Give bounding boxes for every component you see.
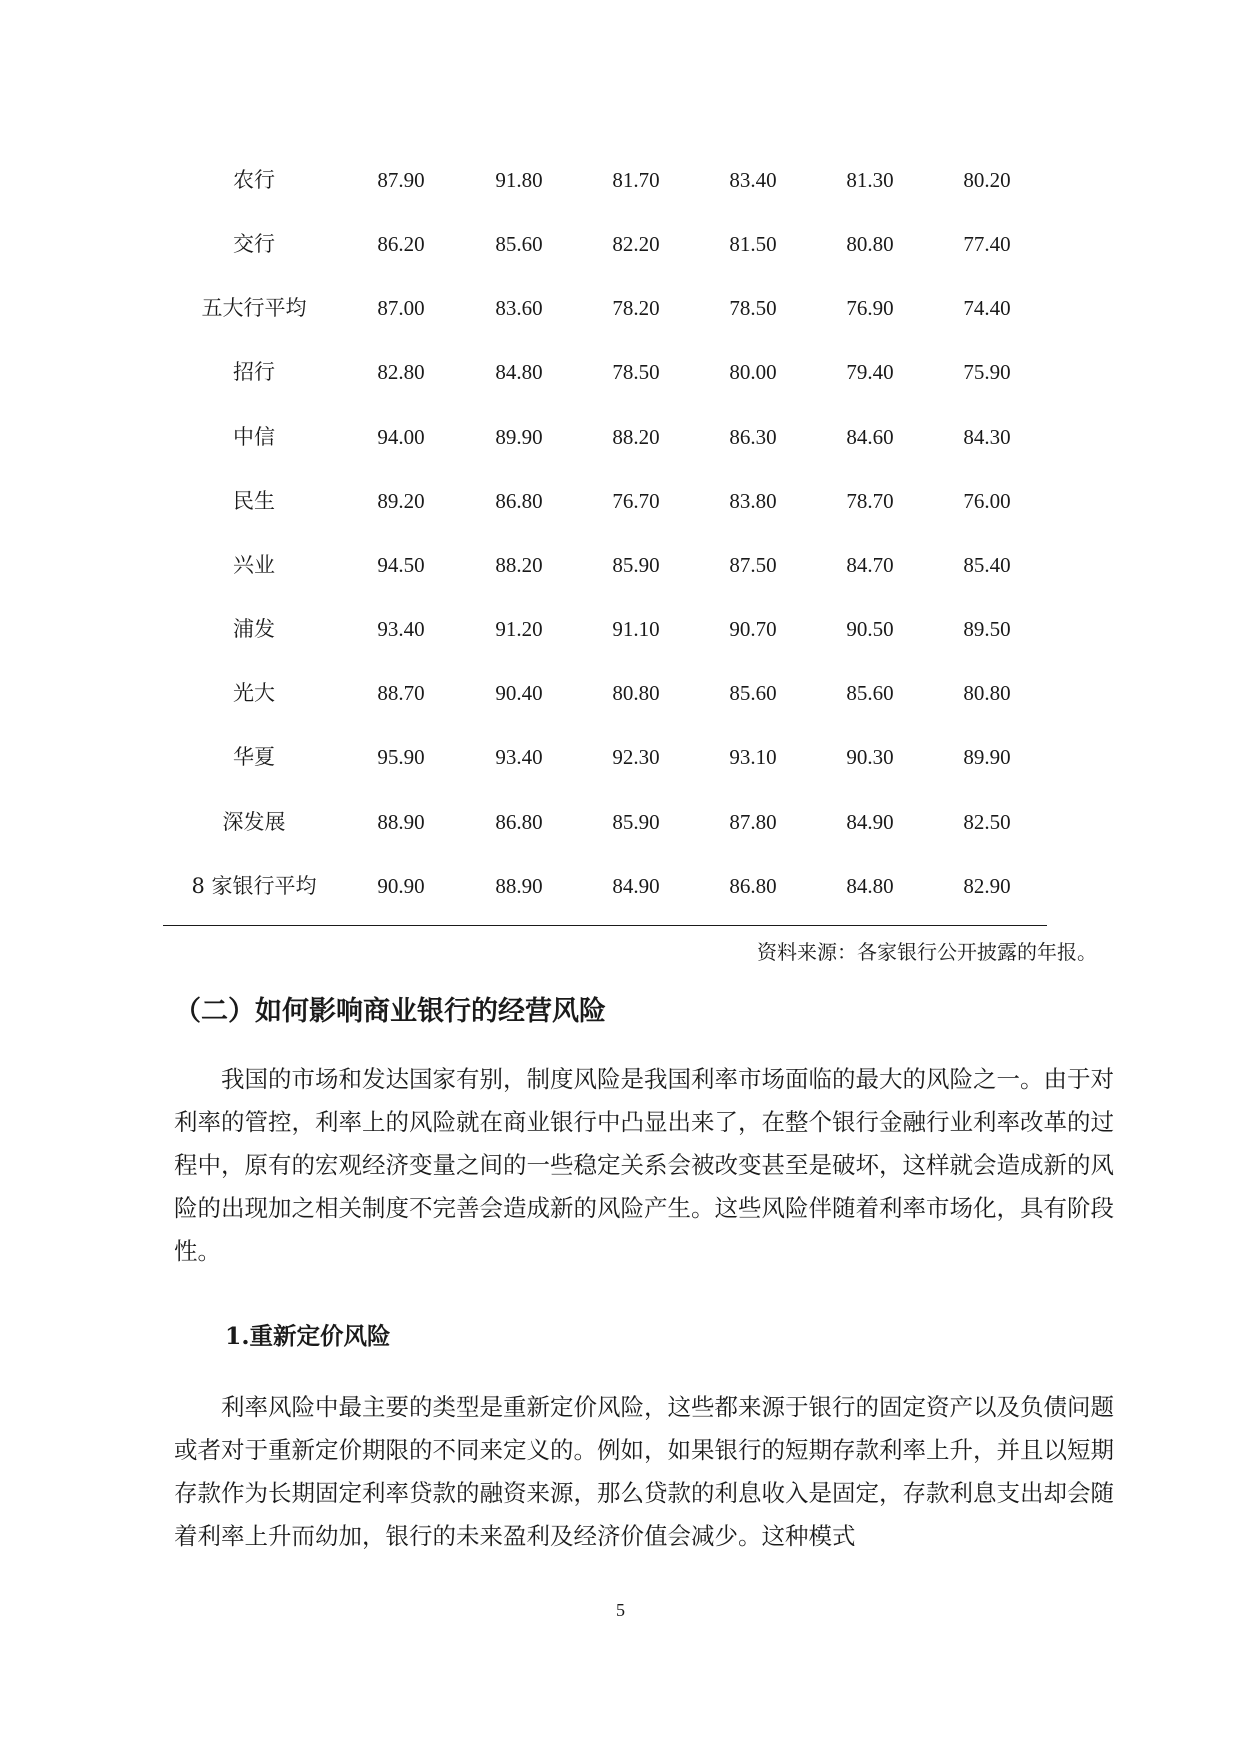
value-cell: 84.30 — [963, 425, 1011, 449]
value-cell: 78.70 — [846, 489, 894, 513]
value-cell: 81.50 — [729, 232, 777, 256]
value-cell: 89.50 — [963, 617, 1011, 641]
value-cell: 87.50 — [729, 553, 777, 577]
value-cell: 76.90 — [846, 296, 894, 320]
table-row — [0, 417, 1241, 457]
value-cell: 90.50 — [846, 617, 894, 641]
value-cell: 83.40 — [729, 168, 777, 192]
value-cell: 92.30 — [612, 745, 660, 769]
value-cell: 84.60 — [846, 425, 894, 449]
value-cell: 80.80 — [846, 232, 894, 256]
bank-name-cell: 农行 — [233, 168, 275, 192]
value-cell: 90.90 — [377, 874, 425, 898]
value-cell: 80.20 — [963, 168, 1011, 192]
value-cell: 77.40 — [963, 232, 1011, 256]
bank-name-cell: 交行 — [233, 232, 275, 256]
value-cell: 78.50 — [612, 360, 660, 384]
value-cell: 95.90 — [377, 745, 425, 769]
value-cell: 94.00 — [377, 425, 425, 449]
value-cell: 74.40 — [963, 296, 1011, 320]
value-cell: 85.60 — [495, 232, 543, 256]
value-cell: 81.70 — [612, 168, 660, 192]
value-cell: 84.80 — [495, 360, 543, 384]
bank-name-cell: 光大 — [233, 681, 275, 705]
value-cell: 93.40 — [495, 745, 543, 769]
value-cell: 83.60 — [495, 296, 543, 320]
table-row — [0, 866, 1241, 906]
value-cell: 85.40 — [963, 553, 1011, 577]
value-cell: 91.20 — [495, 617, 543, 641]
value-cell: 88.90 — [495, 874, 543, 898]
value-cell: 82.50 — [963, 810, 1011, 834]
table-row — [0, 288, 1241, 328]
value-cell: 94.50 — [377, 553, 425, 577]
bank-name-cell: 8 家银行平均 — [191, 874, 317, 898]
table-row — [0, 673, 1241, 713]
value-cell: 82.80 — [377, 360, 425, 384]
subsection-heading: 1.重新定价风险 — [225, 1322, 391, 1350]
bank-name-cell: 华夏 — [233, 745, 275, 769]
table-row — [0, 609, 1241, 649]
value-cell: 86.80 — [495, 489, 543, 513]
value-cell: 83.80 — [729, 489, 777, 513]
value-cell: 82.20 — [612, 232, 660, 256]
value-cell: 90.40 — [495, 681, 543, 705]
table-source-note: 资料来源：各家银行公开披露的年报。 — [757, 940, 1097, 964]
value-cell: 85.90 — [612, 810, 660, 834]
table-row — [0, 352, 1241, 392]
table-row — [0, 160, 1241, 200]
value-cell: 86.80 — [495, 810, 543, 834]
value-cell: 82.90 — [963, 874, 1011, 898]
body-paragraph: 我国的市场和发达国家有别，制度风险是我国利率市场面临的最大的风险之一。由于对利率的管控，利率上的风险就在商业银行中凸显出来了，在整个银行金融行业利率改革的过程中，原有的宏观经济变量之间的一些稳定关系会被改变甚至是破坏，这样就会造成新的风险的出现加之相关制度不完善会造成新的风险产生。这些风险伴随着利率市场化，具有阶段性。 — [174, 1065, 1114, 1265]
bank-name-cell: 中信 — [233, 425, 275, 449]
table-row — [0, 481, 1241, 521]
value-cell: 88.70 — [377, 681, 425, 705]
value-cell: 76.70 — [612, 489, 660, 513]
value-cell: 87.90 — [377, 168, 425, 192]
value-cell: 79.40 — [846, 360, 894, 384]
value-cell: 84.90 — [846, 810, 894, 834]
value-cell: 84.80 — [846, 874, 894, 898]
value-cell: 87.00 — [377, 296, 425, 320]
page-number: 5 — [616, 1600, 625, 1620]
value-cell: 89.90 — [963, 745, 1011, 769]
value-cell: 80.80 — [963, 681, 1011, 705]
value-cell: 80.00 — [729, 360, 777, 384]
value-cell: 78.50 — [729, 296, 777, 320]
value-cell: 86.80 — [729, 874, 777, 898]
section-heading: （二）如何影响商业银行的经营风险 — [174, 996, 606, 1027]
value-cell: 85.60 — [729, 681, 777, 705]
value-cell: 90.70 — [729, 617, 777, 641]
value-cell: 80.80 — [612, 681, 660, 705]
body-paragraph: 利率风险中最主要的类型是重新定价风险，这些都来源于银行的固定资产以及负债问题或者对于重新定价期限的不同来定义的。例如，如果银行的短期存款利率上升，并且以短期存款作为长期固定利率贷款的融资来源，那么贷款的利息收入是固定，存款利息支出却会随着利率上升而幼加，银行的未来盈利及经济价值会减少。这种模式 — [174, 1393, 1114, 1550]
value-cell: 87.80 — [729, 810, 777, 834]
value-cell: 84.90 — [612, 874, 660, 898]
value-cell: 75.90 — [963, 360, 1011, 384]
value-cell: 85.90 — [612, 553, 660, 577]
value-cell: 88.20 — [495, 553, 543, 577]
value-cell: 85.60 — [846, 681, 894, 705]
table-row — [0, 545, 1241, 585]
value-cell: 91.10 — [612, 617, 660, 641]
bank-name-cell: 招行 — [233, 360, 275, 384]
value-cell: 91.80 — [495, 168, 543, 192]
bank-name-cell: 兴业 — [233, 553, 275, 577]
table-row — [0, 224, 1241, 264]
bank-name-cell: 民生 — [233, 489, 275, 513]
value-cell: 88.90 — [377, 810, 425, 834]
bank-name-cell: 深发展 — [222, 810, 286, 834]
table-row — [0, 737, 1241, 777]
bank-name-cell: 浦发 — [233, 617, 275, 641]
value-cell: 90.30 — [846, 745, 894, 769]
value-cell: 93.40 — [377, 617, 425, 641]
value-cell: 78.20 — [612, 296, 660, 320]
value-cell: 84.70 — [846, 553, 894, 577]
value-cell: 89.20 — [377, 489, 425, 513]
table-bottom-rule — [163, 925, 1047, 926]
value-cell: 86.30 — [729, 425, 777, 449]
value-cell: 93.10 — [729, 745, 777, 769]
value-cell: 86.20 — [377, 232, 425, 256]
value-cell: 88.20 — [612, 425, 660, 449]
value-cell: 76.00 — [963, 489, 1011, 513]
value-cell: 81.30 — [846, 168, 894, 192]
value-cell: 89.90 — [495, 425, 543, 449]
table-row — [0, 802, 1241, 842]
bank-name-cell: 五大行平均 — [201, 296, 307, 320]
